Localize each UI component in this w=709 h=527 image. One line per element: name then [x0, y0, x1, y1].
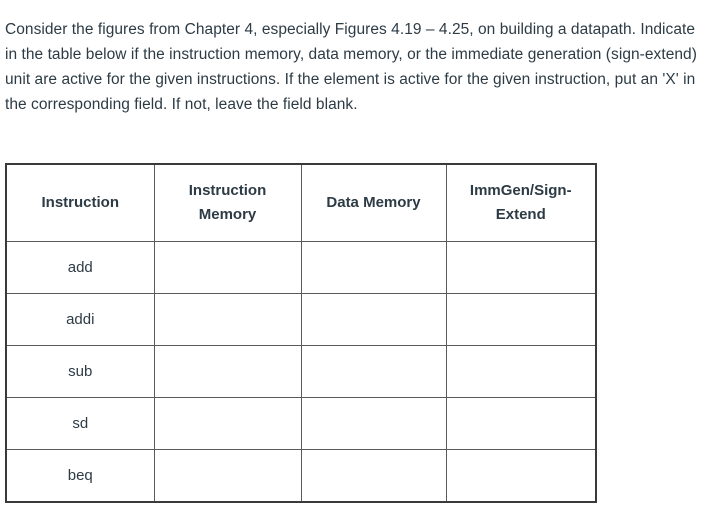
immgen-field[interactable]: [446, 242, 596, 294]
instruction-cell: sub: [6, 346, 154, 398]
instruction-memory-field[interactable]: [154, 294, 301, 346]
instruction-cell: add: [6, 242, 154, 294]
data-memory-field[interactable]: [301, 242, 446, 294]
header-immgen-line-2: Extend: [495, 206, 546, 223]
table-row: [6, 346, 596, 398]
instruction-memory-field[interactable]: [154, 398, 301, 450]
header-instruction-memory: [154, 164, 301, 242]
immgen-field[interactable]: [446, 294, 596, 346]
instruction-memory-field[interactable]: [154, 346, 301, 398]
table-row: [6, 450, 596, 503]
header-data-memory: Data Memory: [301, 164, 446, 242]
header-instruction-memory-line-2: Memory: [198, 206, 257, 223]
immgen-field[interactable]: [446, 346, 596, 398]
data-memory-field[interactable]: [301, 450, 446, 503]
immgen-field[interactable]: [446, 398, 596, 450]
header-immgen: [446, 164, 596, 242]
header-instruction: Instruction: [6, 164, 154, 242]
datapath-table: [5, 163, 597, 503]
header-row: [6, 164, 596, 242]
question-prompt: Consider the figures from Chapter 4, especially Figures 4.19 – 4.25, on building a datapath. Indicate in the table below if the instruction memory, data memory, or the immediate generation (sign-extend) unit are active for the given instructions. If the element is active for the given instruction, put an 'X' in the corresponding field. If not, leave the field blank.: [5, 21, 697, 113]
instruction-memory-field[interactable]: [154, 450, 301, 503]
data-memory-field[interactable]: [301, 346, 446, 398]
instruction-cell: addi: [6, 294, 154, 346]
table-row: [6, 398, 596, 450]
header-instruction-memory-line-1: Instruction: [188, 182, 267, 199]
instruction-cell: sd: [6, 398, 154, 450]
data-memory-field[interactable]: [301, 398, 446, 450]
table-row: [6, 294, 596, 346]
data-memory-field[interactable]: [301, 294, 446, 346]
immgen-field[interactable]: [446, 450, 596, 503]
instruction-memory-field[interactable]: [154, 242, 301, 294]
header-immgen-line-1: ImmGen/Sign-: [469, 182, 572, 199]
table-row: [6, 242, 596, 294]
instruction-cell: beq: [6, 450, 154, 503]
